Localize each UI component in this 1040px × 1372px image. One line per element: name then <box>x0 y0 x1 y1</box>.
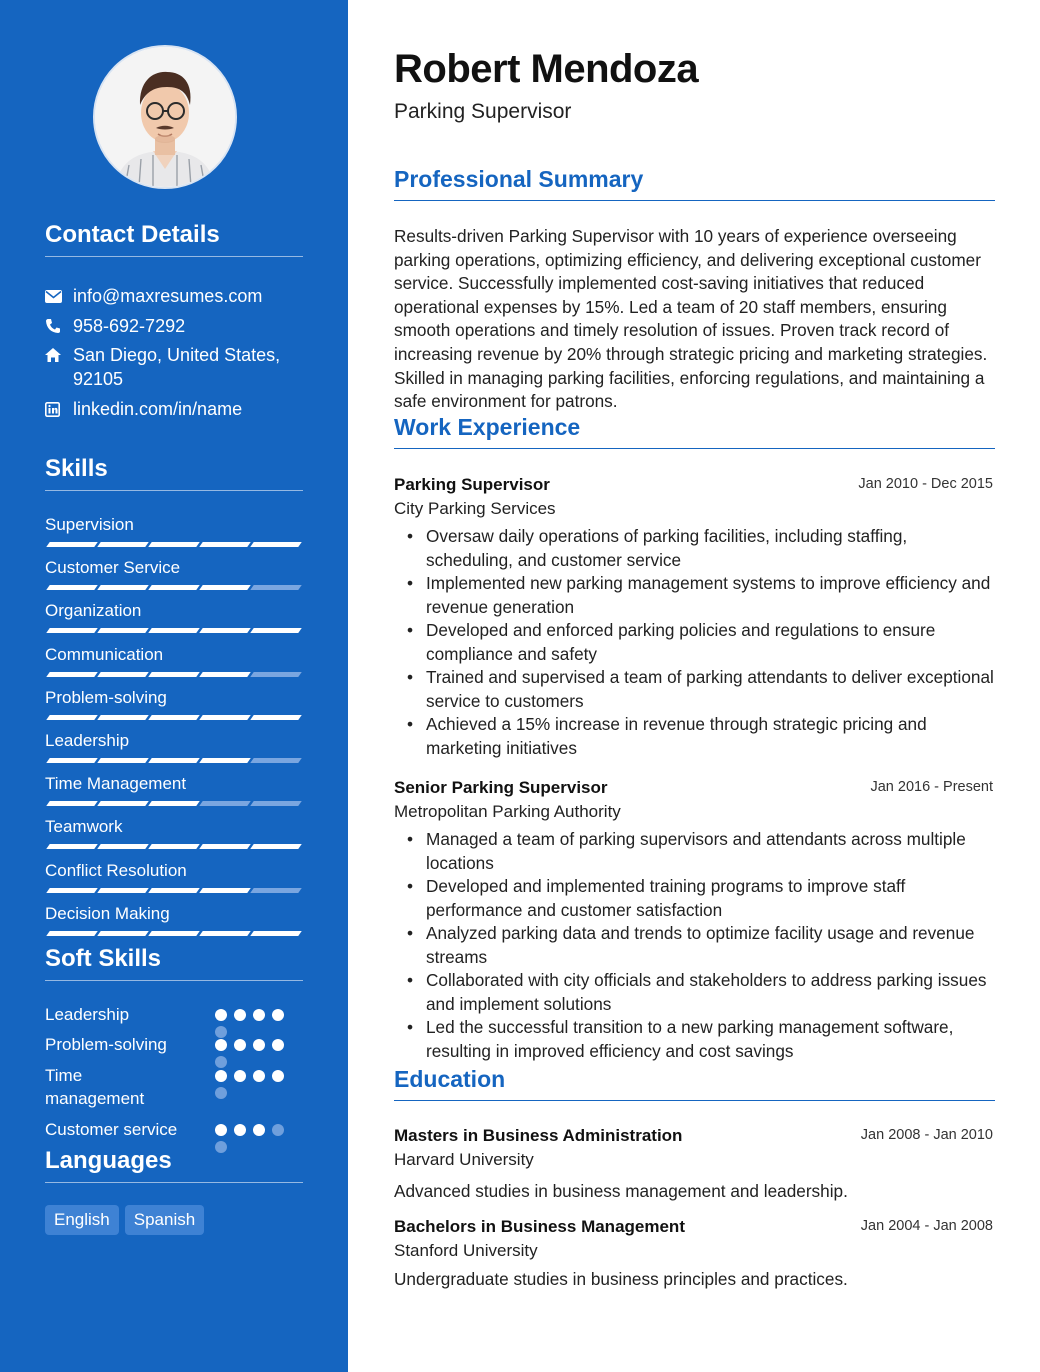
rating-dot-filled <box>234 1039 246 1051</box>
skill-item <box>45 600 303 622</box>
skill-name: Teamwork <box>45 817 123 836</box>
languages-heading: Languages <box>45 1146 303 1183</box>
contact-email-text: info@maxresumes.com <box>73 286 263 306</box>
contact-linkedin-text: linkedin.com/in/name <box>73 399 243 419</box>
skill-level-segment-filled <box>46 758 98 763</box>
skill-level-bar <box>45 931 303 936</box>
skill-item <box>45 687 303 709</box>
job-bullet: • Oversaw daily operations of parking facilities, including staffing, scheduling, and customer service <box>426 525 995 572</box>
education-heading: Education <box>394 1064 995 1101</box>
degree-description: Undergraduate studies in business principles and practices. <box>394 1269 848 1289</box>
job-bullet: • Achieved a 15% increase in revenue through strategic pricing and marketing initiatives <box>426 713 995 760</box>
skill-level-segment-filled <box>148 801 200 806</box>
rating-dot-empty <box>215 1056 227 1068</box>
skill-level-segment-filled <box>148 585 200 590</box>
skill-name: Leadership <box>45 731 130 750</box>
degree-description: Advanced studies in business management and leadership. <box>394 1181 848 1201</box>
job-bullet: • Trained and supervised a team of parking attendants to deliver exceptional service to customers <box>426 666 995 713</box>
rating-dot-filled <box>215 1039 227 1051</box>
skill-item <box>45 557 303 579</box>
skill-level-segment-empty <box>250 888 302 893</box>
skill-level-segment-empty <box>250 585 302 590</box>
skill-name: Problem-solving <box>45 688 167 707</box>
skill-level-segment-filled <box>199 715 251 720</box>
skill-level-bar <box>45 585 303 590</box>
skill-level-segment-filled <box>46 801 98 806</box>
skill-level-segment-filled <box>46 715 98 720</box>
envelope-icon <box>45 284 73 308</box>
rating-dot-filled <box>253 1009 265 1021</box>
rating-dot-filled <box>234 1009 246 1021</box>
skill-item <box>45 816 303 838</box>
skill-level-segment-filled <box>46 672 98 677</box>
job-bullet: • Developed and enforced parking policies and regulations to ensure compliance and safety <box>426 619 995 666</box>
skill-level-segment-filled <box>97 628 149 633</box>
skill-level-segment-filled <box>46 931 98 936</box>
rating-dot-filled <box>272 1039 284 1051</box>
phone-icon <box>45 314 73 338</box>
degree-title: Bachelors in Business Management <box>394 1217 685 1236</box>
rating-dot-filled <box>253 1070 265 1082</box>
linkedin-icon <box>45 397 73 421</box>
skill-item <box>45 903 303 925</box>
rating-dot-empty <box>215 1087 227 1099</box>
home-icon <box>45 343 73 367</box>
skill-item <box>45 860 303 882</box>
contact-phone[interactable] <box>45 314 303 338</box>
rating-dot-filled <box>234 1124 246 1136</box>
job-bullet: • Managed a team of parking supervisors and attendants across multiple locations <box>426 828 995 875</box>
skill-level-segment-empty <box>199 801 251 806</box>
skills-heading: Skills <box>45 454 303 491</box>
soft-skill-name: Problem-solving <box>45 1035 167 1054</box>
skill-level-segment-filled <box>148 542 200 547</box>
job-bullet: • Collaborated with city officials and stakeholders to address parking issues and implement solutions <box>426 969 995 1016</box>
skill-level-segment-filled <box>250 628 302 633</box>
skill-level-segment-filled <box>250 715 302 720</box>
degree-date: Jan 2008 - Jan 2010 <box>860 1127 993 1143</box>
job-company: City Parking Services <box>394 499 556 518</box>
soft-skills-heading: Soft Skills <box>45 944 303 981</box>
skill-level-segment-filled <box>148 628 200 633</box>
soft-skill-name: Time management <box>45 1066 145 1108</box>
sidebar <box>0 0 348 1372</box>
skill-item <box>45 773 303 795</box>
job-title: Senior Parking Supervisor <box>394 778 608 797</box>
skill-level-segment-filled <box>250 931 302 936</box>
skill-level-bar <box>45 888 303 893</box>
contact-address-text: San Diego, United States, 92105 <box>73 345 281 389</box>
skill-level-bar <box>45 801 303 806</box>
rating-dot-filled <box>234 1070 246 1082</box>
profile-photo <box>95 47 235 187</box>
skill-level-segment-filled <box>148 931 200 936</box>
skill-name: Communication <box>45 645 164 664</box>
skill-level-segment-filled <box>97 585 149 590</box>
job-bullet: • Developed and implemented training programs to improve staff performance and customer satisfaction <box>426 875 995 922</box>
rating-dot-empty <box>272 1124 284 1136</box>
skill-item <box>45 730 303 752</box>
contact-email[interactable] <box>45 284 303 308</box>
skill-level-segment-filled <box>97 801 149 806</box>
skill-item <box>45 644 303 666</box>
skill-level-segment-filled <box>148 715 200 720</box>
skill-level-segment-filled <box>250 542 302 547</box>
skill-level-segment-filled <box>148 888 200 893</box>
skill-level-segment-filled <box>199 888 251 893</box>
skill-level-segment-filled <box>97 542 149 547</box>
degree-title: Masters in Business Administration <box>394 1126 683 1145</box>
skill-name: Conflict Resolution <box>45 861 187 880</box>
skill-level-segment-empty <box>250 672 302 677</box>
rating-dot-filled <box>272 1009 284 1021</box>
skill-name: Decision Making <box>45 904 170 923</box>
skill-level-segment-filled <box>46 585 98 590</box>
skill-level-bar <box>45 715 303 720</box>
skill-level-segment-empty <box>250 801 302 806</box>
skill-name: Organization <box>45 601 142 620</box>
job-bullets <box>394 828 995 1063</box>
skill-level-segment-filled <box>199 585 251 590</box>
contact-phone-text: 958-692-7292 <box>73 316 186 336</box>
language-pill: English <box>45 1205 119 1235</box>
skill-level-segment-filled <box>97 715 149 720</box>
contact-address <box>45 343 303 391</box>
skill-level-segment-filled <box>199 628 251 633</box>
candidate-title: Parking Supervisor <box>394 100 572 123</box>
job-bullet: • Led the successful transition to a new parking management software, resulting in improved efficiency and cost savings <box>426 1016 995 1063</box>
skill-level-segment-filled <box>46 542 98 547</box>
skill-level-segment-filled <box>148 758 200 763</box>
skill-level-bar <box>45 628 303 633</box>
skill-level-segment-filled <box>97 758 149 763</box>
skill-level-segment-filled <box>199 758 251 763</box>
skill-level-segment-filled <box>199 542 251 547</box>
rating-dot-filled <box>215 1124 227 1136</box>
skill-name: Supervision <box>45 515 134 534</box>
job-bullets <box>394 525 995 760</box>
contact-heading: Contact Details <box>45 220 303 257</box>
skill-level-segment-filled <box>97 888 149 893</box>
contact-linkedin[interactable] <box>45 397 303 421</box>
job-company: Metropolitan Parking Authority <box>394 802 621 821</box>
skill-item <box>45 514 303 536</box>
school-name: Harvard University <box>394 1150 534 1169</box>
school-name: Stanford University <box>394 1241 538 1260</box>
degree-date: Jan 2004 - Jan 2008 <box>860 1218 993 1234</box>
skill-level-bar <box>45 542 303 547</box>
skill-level-segment-filled <box>148 844 200 849</box>
rating-dot-filled <box>272 1070 284 1082</box>
summary-text: Results-driven Parking Supervisor with 10 years of experience overseeing parking operations, optimizing efficiency, and delivering exceptional customer service. Successfully implemented cost-saving initiatives that reduced operational expenses by 15%. Led a team of 20 staff members, ensuring smooth operations and timely resolution of issues. Proven track record of increasing revenue by 20% through strategic pricing and marketing strategies. Skilled in managing parking facilities, enforcing regulations, and maintaining a safe environment for patrons. <box>394 226 988 412</box>
skill-level-segment-filled <box>250 844 302 849</box>
skill-level-segment-filled <box>148 672 200 677</box>
job-title: Parking Supervisor <box>394 475 550 494</box>
skill-level-segment-filled <box>46 844 98 849</box>
skill-level-segment-filled <box>199 672 251 677</box>
language-pill: Spanish <box>125 1205 204 1235</box>
rating-dot-filled <box>215 1009 227 1021</box>
soft-skill-name: Customer service <box>45 1120 178 1139</box>
skill-level-segment-empty <box>250 758 302 763</box>
job-bullet: • Analyzed parking data and trends to optimize facility usage and revenue streams <box>426 922 995 969</box>
job-date: Jan 2010 - Dec 2015 <box>858 476 993 492</box>
skill-name: Customer Service <box>45 558 181 577</box>
languages-list <box>45 1205 204 1235</box>
rating-dot-filled <box>253 1124 265 1136</box>
skill-level-bar <box>45 844 303 849</box>
skill-level-segment-filled <box>199 844 251 849</box>
skill-level-segment-filled <box>97 931 149 936</box>
soft-skill-name: Leadership <box>45 1005 130 1024</box>
job-date: Jan 2016 - Present <box>870 779 993 795</box>
skill-level-bar <box>45 758 303 763</box>
skill-level-segment-filled <box>46 628 98 633</box>
skill-level-bar <box>45 672 303 677</box>
rating-dot-empty <box>215 1026 227 1038</box>
summary-heading: Professional Summary <box>394 164 995 201</box>
avatar <box>93 45 237 189</box>
skill-level-segment-filled <box>46 888 98 893</box>
rating-dot-filled <box>253 1039 265 1051</box>
skill-level-segment-filled <box>97 844 149 849</box>
job-bullet: • Implemented new parking management systems to improve efficiency and revenue generation <box>426 572 995 619</box>
candidate-name: Robert Mendoza <box>394 47 699 91</box>
rating-dot-filled <box>215 1070 227 1082</box>
skill-level-segment-filled <box>199 931 251 936</box>
skill-name: Time Management <box>45 774 187 793</box>
experience-heading: Work Experience <box>394 412 995 449</box>
skill-level-segment-filled <box>97 672 149 677</box>
